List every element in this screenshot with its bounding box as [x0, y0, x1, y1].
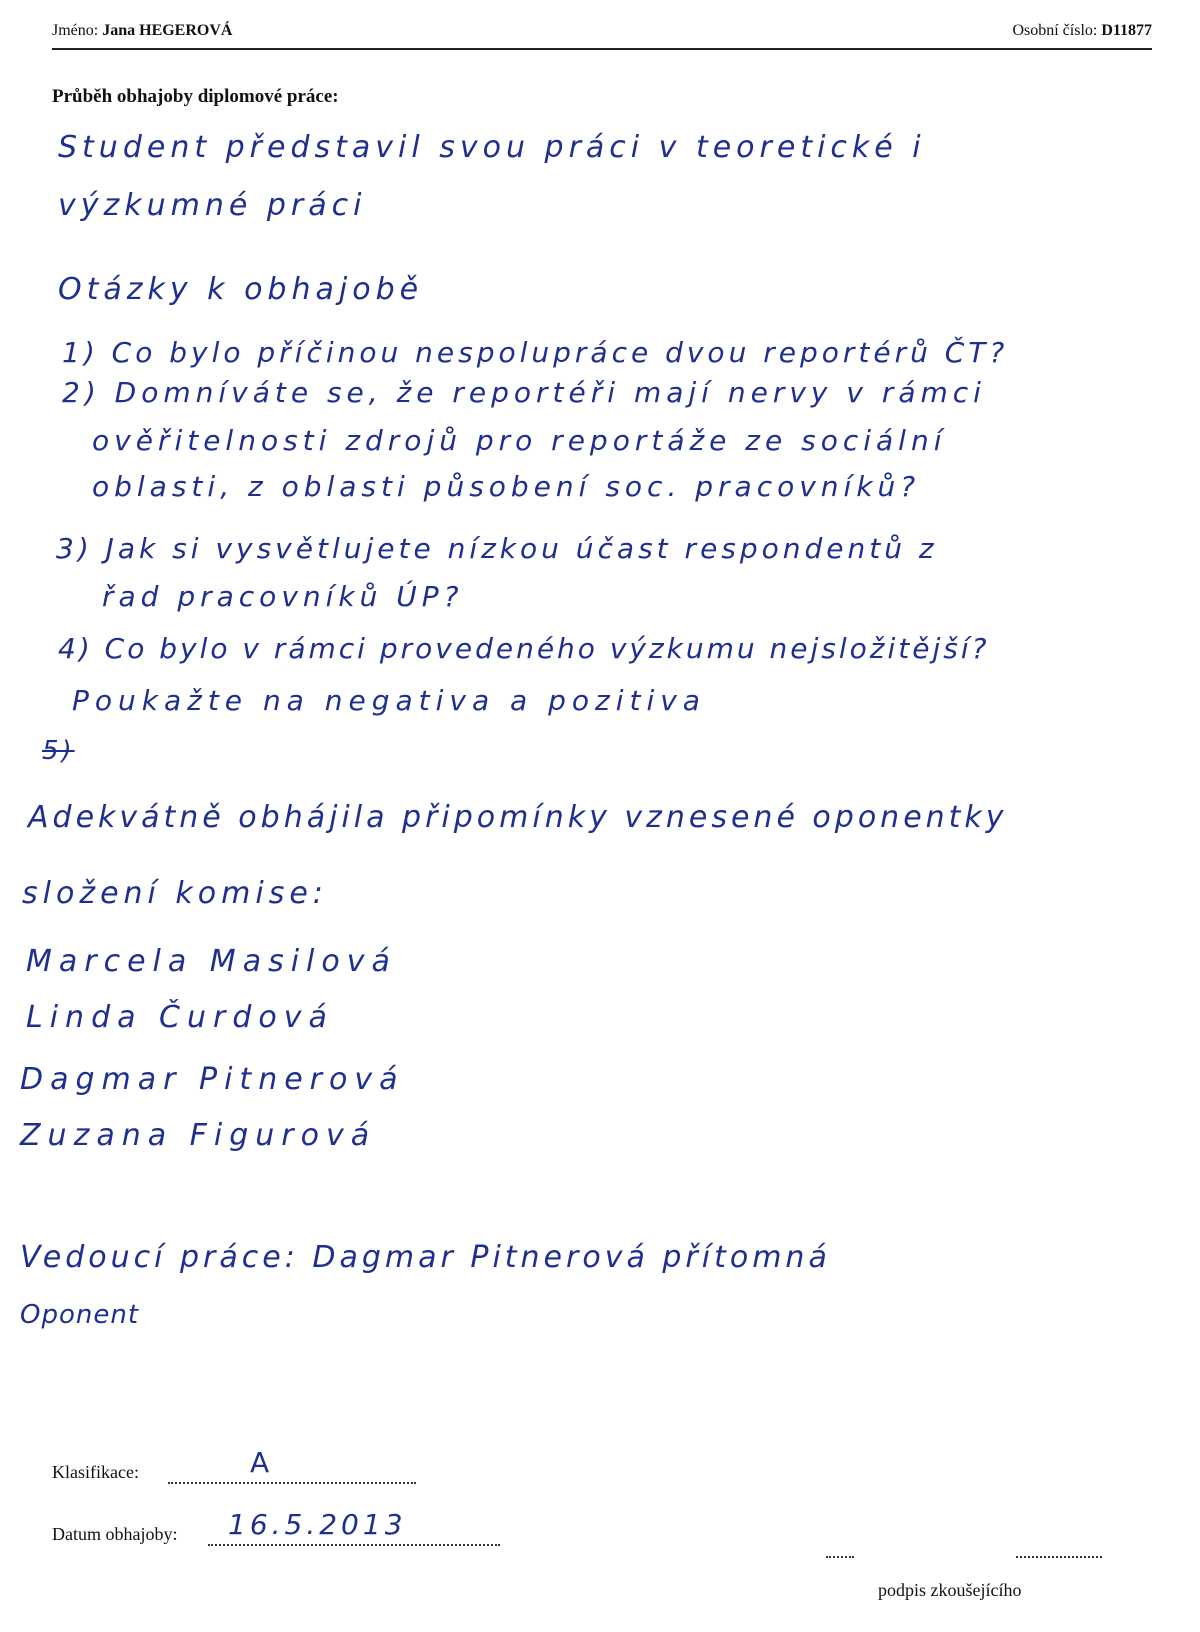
- question-2-line-1: 2) Domníváte se, že reportéři mají nervy v rámci: [62, 376, 986, 409]
- supervisor-line: Vedoucí práce: Dagmar Pitnerová přítomná: [20, 1240, 831, 1275]
- opponent-line: Oponent: [20, 1300, 140, 1330]
- date-label: Datum obhajoby:: [52, 1524, 178, 1544]
- signature-dotted-line-right: [1016, 1556, 1102, 1558]
- committee-member: Zuzana Figurová: [20, 1118, 377, 1153]
- name-label: Jméno:: [52, 22, 99, 39]
- question-3-line-1: 3) Jak si vysvětlujete nízkou účast respondentů z: [56, 532, 938, 565]
- page-title: Průběh obhajoby diplomové práce:: [52, 86, 339, 107]
- header-divider: [52, 48, 1152, 50]
- question-1: 1) Co bylo příčinou nespolupráce dvou reportérů ČT?: [62, 336, 1009, 369]
- committee-member: Dagmar Pitnerová: [20, 1062, 405, 1097]
- date-dotted-line: [208, 1544, 500, 1546]
- signature-label: podpis zkoušejícího: [878, 1580, 1022, 1600]
- name-field: [52, 22, 232, 40]
- intro-line-1: Student představil svou práci v teoretické i: [58, 130, 926, 165]
- question-4-line-1: 4) Co bylo v rámci provedeného výzkumu nejsložitější?: [58, 632, 990, 665]
- grade-dotted-line: [168, 1482, 416, 1484]
- id-label: Osobní číslo:: [1012, 22, 1098, 39]
- intro-line-2: výzkumné práci: [58, 188, 367, 223]
- student-name: Jana HEGEROVÁ: [102, 22, 233, 39]
- questions-heading: Otázky k obhajobě: [58, 272, 424, 307]
- committee-member: Marcela Masilová: [26, 944, 397, 979]
- grade-value: A: [250, 1446, 273, 1479]
- student-id: D11877: [1101, 22, 1152, 39]
- defense-note: Adekvátně obhájila připomínky vznesené oponentky: [28, 800, 1008, 835]
- signature-dotted-line-left: [826, 1556, 854, 1558]
- struck-question-5: 5): [42, 736, 75, 766]
- id-field: [1012, 22, 1152, 40]
- question-3-line-2: řad pracovníků ÚP?: [102, 580, 464, 613]
- question-2-line-3: oblasti, z oblasti působení soc. pracovníků?: [92, 470, 921, 503]
- committee-member: Linda Čurdová: [26, 1000, 334, 1035]
- question-4-line-2: Poukažte na negativa a pozitiva: [72, 684, 706, 717]
- question-2-line-2: ověřitelnosti zdrojů pro reportáže ze sociální: [92, 424, 947, 457]
- grade-label: Klasifikace:: [52, 1462, 139, 1482]
- defense-date: 16.5.2013: [228, 1508, 407, 1541]
- committee-heading: složení komise:: [22, 876, 328, 911]
